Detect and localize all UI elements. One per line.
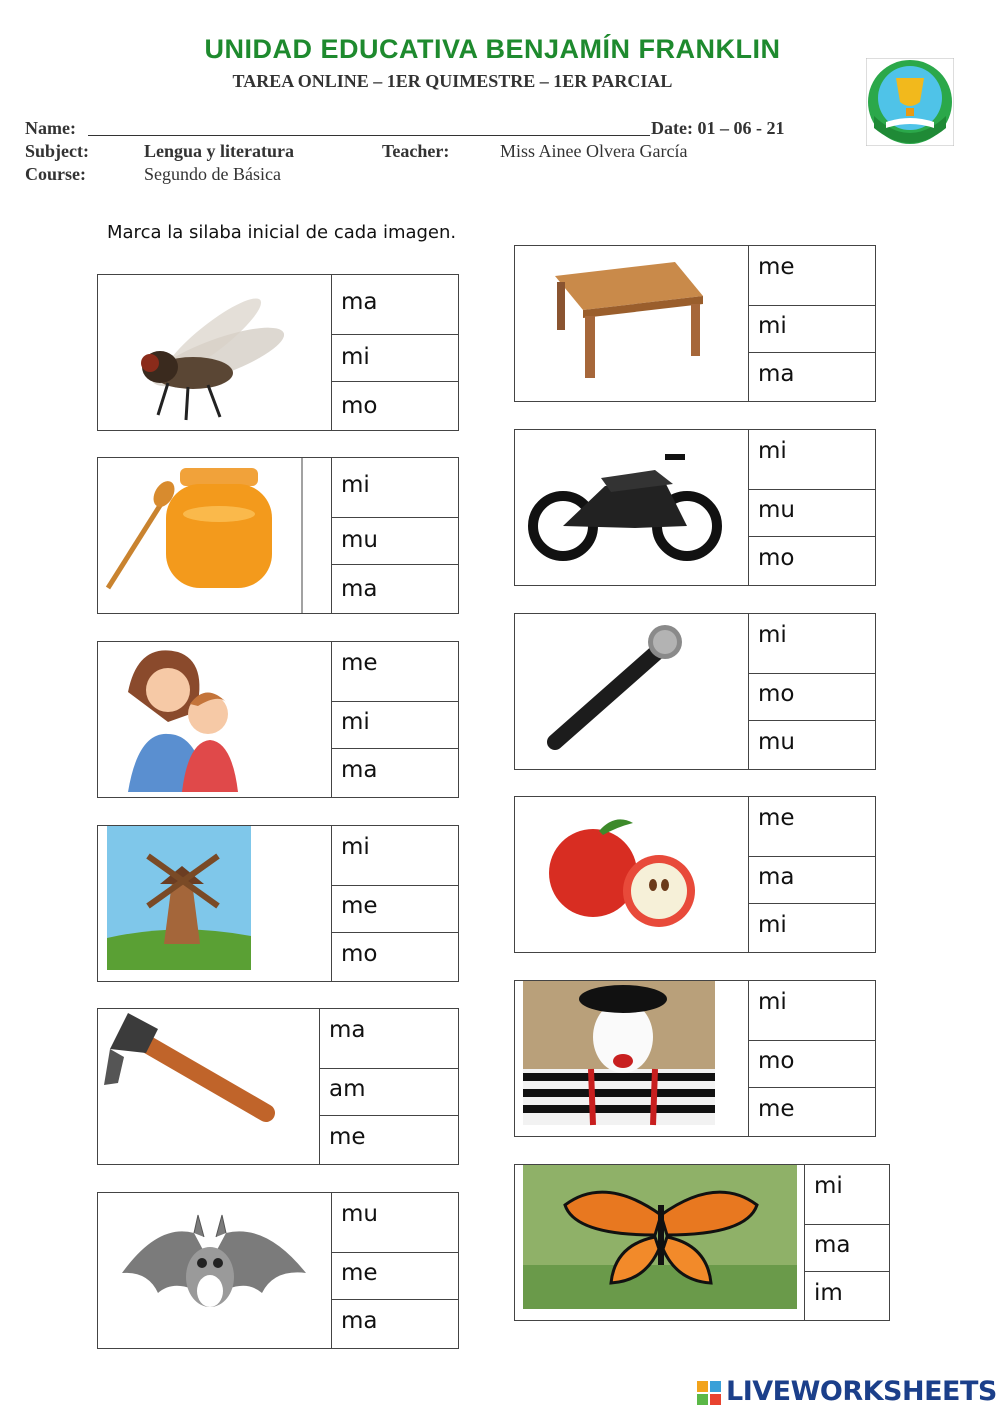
card-fly [97,274,459,431]
option-syllable[interactable]: mu [341,527,378,553]
card-hammer [97,1008,459,1165]
card-mother [97,641,459,798]
fly-image [98,275,334,430]
bat-image [98,1193,334,1348]
date-text: Date: 01 – 06 - 21 [651,118,785,138]
card-butterfly [514,1164,890,1321]
teacher-value: Miss Ainee Olvera García [500,141,688,161]
card-apple [514,796,876,953]
card-mime [514,980,876,1137]
option-syllable[interactable]: mo [758,545,795,571]
option-syllable[interactable]: mi [758,622,787,648]
option-syllable[interactable]: mi [341,344,370,370]
subject-value: Lengua y literatura [144,141,294,161]
apple-image [515,797,751,952]
option-syllable[interactable]: mi [758,438,787,464]
option-syllable[interactable]: mo [758,681,795,707]
card-microphone [514,613,876,770]
option-syllable[interactable]: ma [341,757,378,783]
option-syllable[interactable]: me [758,1096,795,1122]
table-image [515,246,751,401]
teacher-label: Teacher: [382,141,450,161]
option-syllable[interactable]: me [341,1260,378,1286]
mime-image [515,981,751,1136]
mother-child-image [98,642,334,797]
option-syllable[interactable]: mi [758,313,787,339]
option-syllable[interactable]: mi [341,834,370,860]
option-syllable[interactable]: mi [814,1173,843,1199]
school-title: UNIDAD EDUCATIVA BENJAMÍN FRANKLIN [204,34,781,64]
butterfly-image [515,1165,807,1320]
option-syllable[interactable]: ma [329,1017,366,1043]
honey-jar-image [98,458,334,613]
instruction-text: Marca la silaba inicial de cada imagen. [107,222,457,243]
motorcycle-image [515,430,751,585]
option-syllable[interactable]: ma [758,864,795,890]
name-line[interactable] [88,135,650,136]
liveworksheets-brand: LIVEWORKSHEETS [726,1376,997,1407]
school-logo [866,58,954,146]
option-syllable[interactable]: mi [341,709,370,735]
option-syllable[interactable]: me [329,1124,366,1150]
hammer-image [98,1009,322,1164]
card-motorcycle [514,429,876,586]
option-syllable[interactable]: ma [814,1232,851,1258]
course-label: Course: [25,164,86,184]
option-syllable[interactable]: mo [341,393,378,419]
microphone-image [515,614,751,769]
course-value: Segundo de Básica [144,164,281,184]
option-syllable[interactable]: mu [341,1201,378,1227]
option-syllable[interactable]: mi [341,472,370,498]
option-syllable[interactable]: me [341,650,378,676]
option-syllable[interactable]: mu [758,497,795,523]
card-windmill [97,825,459,982]
option-syllable[interactable]: ma [758,361,795,387]
option-syllable[interactable]: mu [758,729,795,755]
subject-label: Subject: [25,141,89,161]
windmill-image [98,826,334,981]
option-syllable[interactable]: ma [341,576,378,602]
option-syllable[interactable]: ma [341,1308,378,1334]
option-syllable[interactable]: mo [341,941,378,967]
card-honey [97,457,459,614]
option-syllable[interactable]: am [329,1076,366,1102]
card-bat [97,1192,459,1349]
option-syllable[interactable]: me [758,805,795,831]
option-syllable[interactable]: me [341,893,378,919]
assignment-subtitle: TAREA ONLINE – 1ER QUIMESTRE – 1ER PARCIAL [232,71,673,91]
option-syllable[interactable]: im [814,1280,843,1306]
option-syllable[interactable]: mi [758,989,787,1015]
option-syllable[interactable]: me [758,254,795,280]
card-table [514,245,876,402]
liveworksheets-logo-icon [697,1381,721,1405]
option-syllable[interactable]: mi [758,912,787,938]
option-syllable[interactable]: mo [758,1048,795,1074]
name-label: Name: [25,118,76,138]
option-syllable[interactable]: ma [341,289,378,315]
